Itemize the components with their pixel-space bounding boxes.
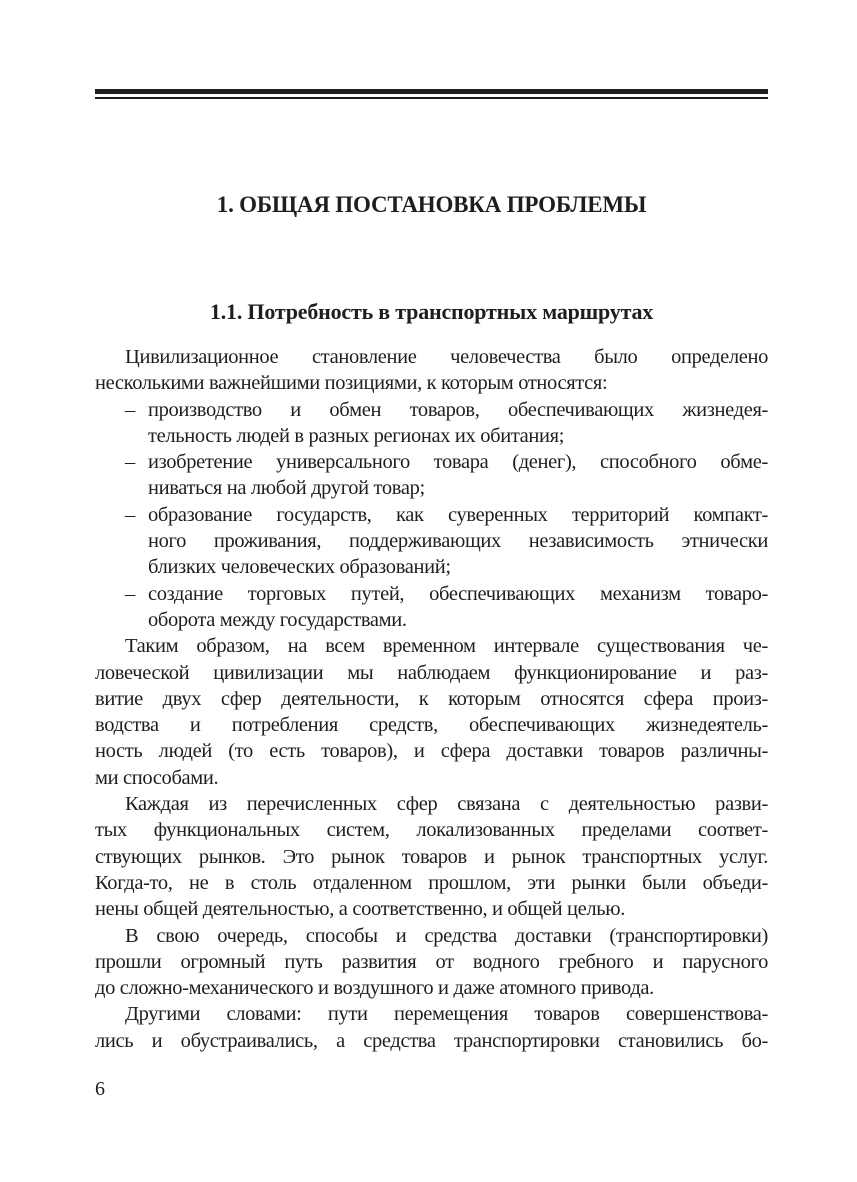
text-line: производство и обмен товаров, обеспечивающих жизнедея- xyxy=(148,398,768,421)
text-line: ниваться на любой другой товар; xyxy=(148,477,425,500)
text-line: до сложно-механического и воздушного и даже атомного привода. xyxy=(95,977,654,1000)
text-line: Каждая из перечисленных сфер связана с деятельностью разви- xyxy=(125,793,768,816)
bullet-dash: – xyxy=(125,503,135,526)
bullet-item xyxy=(95,449,768,502)
text-line: ность людей (то есть товаров), и сфера доставки товаров различны- xyxy=(95,740,768,763)
text-line: В свою очередь, способы и средства доставки (транспортировки) xyxy=(125,924,768,947)
bullet-item xyxy=(95,502,768,581)
paragraph xyxy=(95,923,768,1002)
text-line: ного проживания, поддерживающих независимость этнически xyxy=(148,530,768,553)
page-number: 6 xyxy=(95,1078,105,1100)
text-line: прошли огромный путь развития от водного гребного и парусного xyxy=(95,950,768,973)
bullet-item xyxy=(95,397,768,450)
text-line: ми способами. xyxy=(95,766,219,789)
text-line: нены общей деятельностью, а соответственно, и общей целью. xyxy=(95,898,625,921)
header-rule-thick xyxy=(95,89,768,94)
header-rule-thin xyxy=(95,97,768,99)
text-line: изобретение универсального товара (денег), способного обме- xyxy=(148,451,768,474)
text-line: близких человеческих образований; xyxy=(148,556,451,579)
text-line: ловеческой цивилизации мы наблюдаем функционирование и раз- xyxy=(95,661,768,684)
bullet-dash: – xyxy=(125,582,135,605)
bullet-item xyxy=(95,581,768,634)
bullet-dash: – xyxy=(125,398,135,421)
text-line: витие двух сфер деятельности, к которым относятся сфера произ- xyxy=(95,687,768,710)
text-line: создание торговых путей, обеспечивающих механизм товаро- xyxy=(148,582,768,605)
text-line: лись и обустраивались, а средства транспортировки становились бо- xyxy=(95,1029,768,1052)
bullet-dash: – xyxy=(125,451,135,474)
text-line: образование государств, как суверенных территорий компакт- xyxy=(148,503,768,526)
body-text xyxy=(95,344,768,1054)
text-line: оборота между государствами. xyxy=(148,608,407,631)
chapter-title: 1. ОБЩАЯ ПОСТАНОВКА ПРОБЛЕМЫ xyxy=(216,192,647,217)
text-line: водства и потребления средств, обеспечивающих жизнедеятель- xyxy=(95,714,768,737)
text-line: ствующих рынков. Это рынок товаров и рынок транспортных услуг. xyxy=(95,845,768,868)
text-line: Цивилизационное становление человечества было определено xyxy=(125,346,768,368)
text-line: тельность людей в разных регионах их обитания; xyxy=(148,424,565,447)
text-line: Таким образом, на всем временном интервале существования че- xyxy=(125,635,768,658)
text-line: Когда-то, не в столь отдаленном прошлом, эти рынки были объеди- xyxy=(95,871,768,894)
paragraph xyxy=(95,1001,768,1054)
text-line: Другими словами: пути перемещения товаров совершенствова- xyxy=(125,1003,768,1026)
text-line: несколькими важнейшими позициями, к которым относятся: xyxy=(95,372,608,395)
section-title: 1.1. Потребность в транспортных маршрутах xyxy=(209,299,654,324)
paragraph xyxy=(95,791,768,922)
paragraph xyxy=(95,633,768,791)
text-line: тых функциональных систем, локализованных пределами соответ- xyxy=(95,819,768,842)
